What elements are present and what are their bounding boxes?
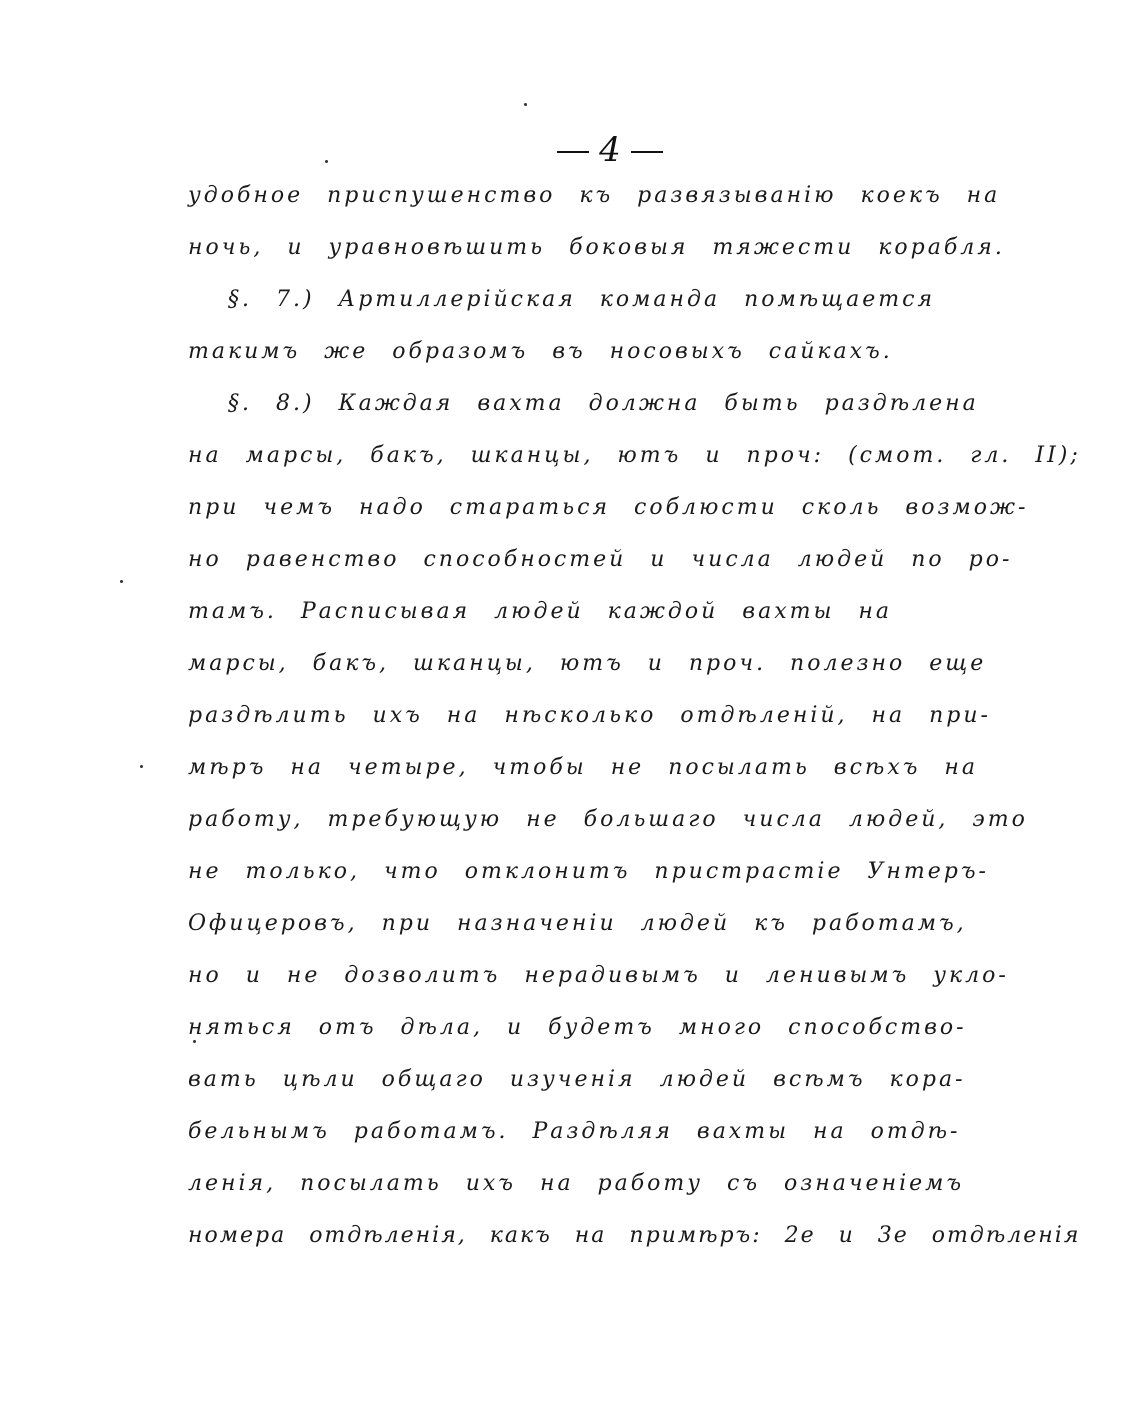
text-line: §. 7.) Артиллерійская команда помѣщается <box>228 287 936 312</box>
text-line: §. 8.) Каждая вахта должна быть раздѣлена <box>228 391 979 416</box>
ink-speck <box>140 765 143 768</box>
text-line: при чемъ надо стараться соблюсти сколь возмож- <box>188 495 1029 520</box>
text-line: тамъ. Расписывая людей каждой вахты на <box>188 599 892 624</box>
text-line: ленія, посылать ихъ на работу съ означеніемъ <box>188 1171 965 1196</box>
text-line: такимъ же образомъ въ носовыхъ сайкахъ. <box>188 339 893 364</box>
text-line: ночь, и уравновѣшить боковыя тяжести корабля. <box>188 235 1005 260</box>
ink-speck <box>524 103 527 106</box>
text-line: номера отдѣленія, какъ на примѣръ: 2е и 3е отдѣленія <box>188 1223 1081 1248</box>
text-line: раздѣлить ихъ на нѣсколько отдѣленій, на при- <box>188 703 991 728</box>
text-line: не только, что отклонитъ пристрастіе Унтеръ- <box>188 859 989 884</box>
text-line: Офицеровъ, при назначеніи людей къ работамъ, <box>188 911 967 936</box>
text-line: вать цѣли общаго изученія людей всѣмъ кора- <box>188 1067 966 1092</box>
text-line: мѣръ на четыре, чтобы не посылать всѣхъ на <box>188 755 979 780</box>
ink-speck <box>325 160 328 163</box>
text-line: но равенство способностей и числа людей по ро- <box>188 547 1013 572</box>
page-number-dash-left <box>557 151 589 153</box>
text-line: марсы, бакъ, шканцы, ютъ и проч. полезно еще <box>188 651 987 676</box>
text-line: работу, требующую не большаго числа людей, это <box>188 807 1028 832</box>
page-number-value: 4 <box>599 130 621 170</box>
page-number-dash-right <box>631 151 663 153</box>
text-line: удобное приспушенство къ развязыванію коекъ на <box>188 183 1001 208</box>
text-line: но и не дозволитъ нерадивымъ и ленивымъ укло- <box>188 963 1009 988</box>
ink-speck <box>120 580 123 583</box>
text-line: на марсы, бакъ, шканцы, ютъ и проч: (смот. гл. II); <box>188 443 1081 468</box>
text-line: бельнымъ работамъ. Раздѣляя вахты на отдѣ- <box>188 1119 961 1144</box>
text-line: няться отъ дѣла, и будетъ много способство- <box>188 1015 967 1040</box>
page-number <box>540 125 680 175</box>
